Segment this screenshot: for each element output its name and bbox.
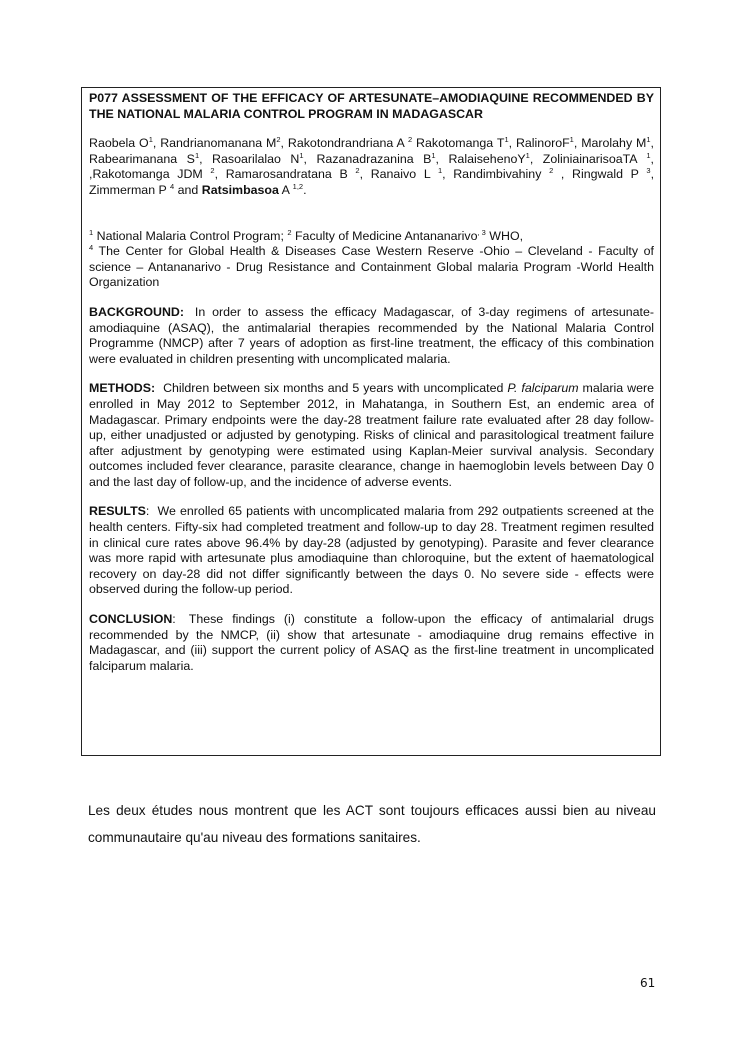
- author: Randrianomanana $M^2$,: [160, 135, 288, 151]
- conclusion-label: CONCLUSION: [89, 612, 173, 627]
- author: Zimmerman P $^4$ and: [89, 181, 202, 197]
- author: ,Rakotomanga JDM $^2$,: [89, 166, 226, 182]
- author: Razanadrazanina $B^1$,: [316, 150, 449, 166]
- conclusion-section: CONCLUSION: These findings (i) constitute a follow-upon the efficacy of antimalarial drugs recommended by the NMCP, (ii) show that artesunate - amodiaquine drug remains effective in Madagascar, and (iii) support the current policy of ASAQ as the first-line treatment in uncomplicated falciparum malaria.: [89, 612, 654, 673]
- author-list: [89, 136, 654, 198]
- author: Raobela $O^1$,: [89, 135, 161, 151]
- results-text: We enrolled 65 patients with uncomplicated malaria from 292 outpatients screened at the health centers. Fifty-six had completed treatment and follow-up to day 28. Treatment regimen resulted in clinical cure rates above 96.4% by day-28 (adjusted by genotyping). Parasite and fever clearance was more rapid with artesunate plus amodiaquine than chloroquine, but the extent of haematological recovery on day-28 did not differ significantly between the days 0. No severe side - effects were observed during the follow-up period.: [89, 504, 654, 597]
- author: Ringwald P $^3$,: [572, 166, 655, 182]
- author: Marolahy $M^1$,: [581, 135, 654, 151]
- results-section: RESULTS: We enrolled 65 patients with uncomplicated malaria from 292 outpatients screened at the health centers. Fifty-six had completed treatment and follow-up to day 28. Treatment regimen resulted in clinical cure rates above 96.4% by day-28 (adjusted by genotyping). Parasite and fever clearance was more rapid with artesunate plus amodiaquine than chloroquine, but the extent of haematological recovery on day-28 did not differ significantly between the days 0. No severe side - effects were observed during the follow-up period.: [89, 504, 654, 597]
- background-section: [89, 305, 654, 367]
- author: RalinoroF$^1$,: [515, 135, 582, 151]
- author: Rakotomanga $T^1$,: [416, 135, 516, 151]
- conclusion-text: These findings (i) constitute a follow-upon the efficacy of antimalarial drugs recommended by the NMCP, (ii) show that artesunate - amodiaquine drug remains effective in Madagascar, and (iii) support the current policy of ASAQ as the first-line treatment in uncomplicated falciparum malaria.: [89, 612, 654, 673]
- affiliations: [89, 229, 654, 291]
- author: RalaisehenoY$^1$,: [448, 150, 543, 166]
- methods-section: [89, 381, 654, 490]
- background-label: BACKGROUND:: [89, 304, 184, 319]
- background-text: In order to assess the efficacy Madagascar, of 3-day regimens of artesunate-amodiaquine (ASAQ), the antimalarial therapies recommended by the National Malaria Control Programme (NMCP) after 7 years of adoption as first-line treatment, the efficacy of this combination were evaluated in children presenting with uncomplicated malaria.: [89, 304, 654, 366]
- author: Rasoarilalao $N^1$,: [212, 150, 317, 166]
- methods-label: METHODS:: [89, 381, 156, 396]
- last-author: Ratsimbasoa A $^{1,2}$.: [201, 181, 307, 197]
- abstract-title: P077 ASSESSMENT OF THE EFFICACY OF ARTESUNATE–AMODIAQUINE RECOMMENDED BY THE NATIONAL MALARIA CONTROL PROGRAM IN MADAGASCAR: [89, 91, 654, 121]
- author: Randimbivahiny $^2$ ,: [453, 166, 573, 182]
- affiliation-line-2: $^4$ The Center for Global Health & Diseases Case Western Reserve -Ohio – Cleveland - Faculty of science – Antananarivo - Drug Resistance and Containment Global malaria Program -World Health Organization: [89, 243, 654, 290]
- summary-paragraph: Les deux études nous montrent que les ACT sont toujours efficaces aussi bien au niveau communautaire qu'au niveau des formations sanitaires.: [88, 803, 656, 845]
- author: Rabearimanana $S^1$,: [89, 150, 213, 166]
- methods-text: Children between six months and 5 years with uncomplicated P. falciparum malaria were enrolled in May 2012 to September 2012, in Mahatanga, in Southern Est, an endemic area of Madagascar. Primary endpoints were the day-28 treatment failure rate evaluated after 28 day follow-up, either unadjusted or adjusted by genotyping. Risks of clinical and parasitological treatment failure after adjustment by genotyping were estimated using Kaplan-Meier survival analysis. Secondary outcomes included fever clearance, parasite clearance, change in haemoglobin levels between Day 0 and the last day of follow-up, and the incidence of adverse events.: [89, 381, 654, 489]
- affiliation-line-1: $^1$ National Malaria Control Program; $^2$ Faculty of Medicine Antananarivo$^{, 3}$ WHO,: [89, 227, 524, 243]
- results-label: RESULTS: [89, 504, 146, 519]
- author: Ramarosandratana B $^2$,: [225, 166, 371, 182]
- abstract-box: [81, 87, 661, 756]
- page-number: 61: [640, 976, 656, 990]
- author: ZoliniainarisoaTA $^1$,: [542, 150, 654, 166]
- author: Ranaivo L $^1$,: [370, 166, 454, 182]
- author: Rakotondrandriana A $^2$: [287, 135, 413, 151]
